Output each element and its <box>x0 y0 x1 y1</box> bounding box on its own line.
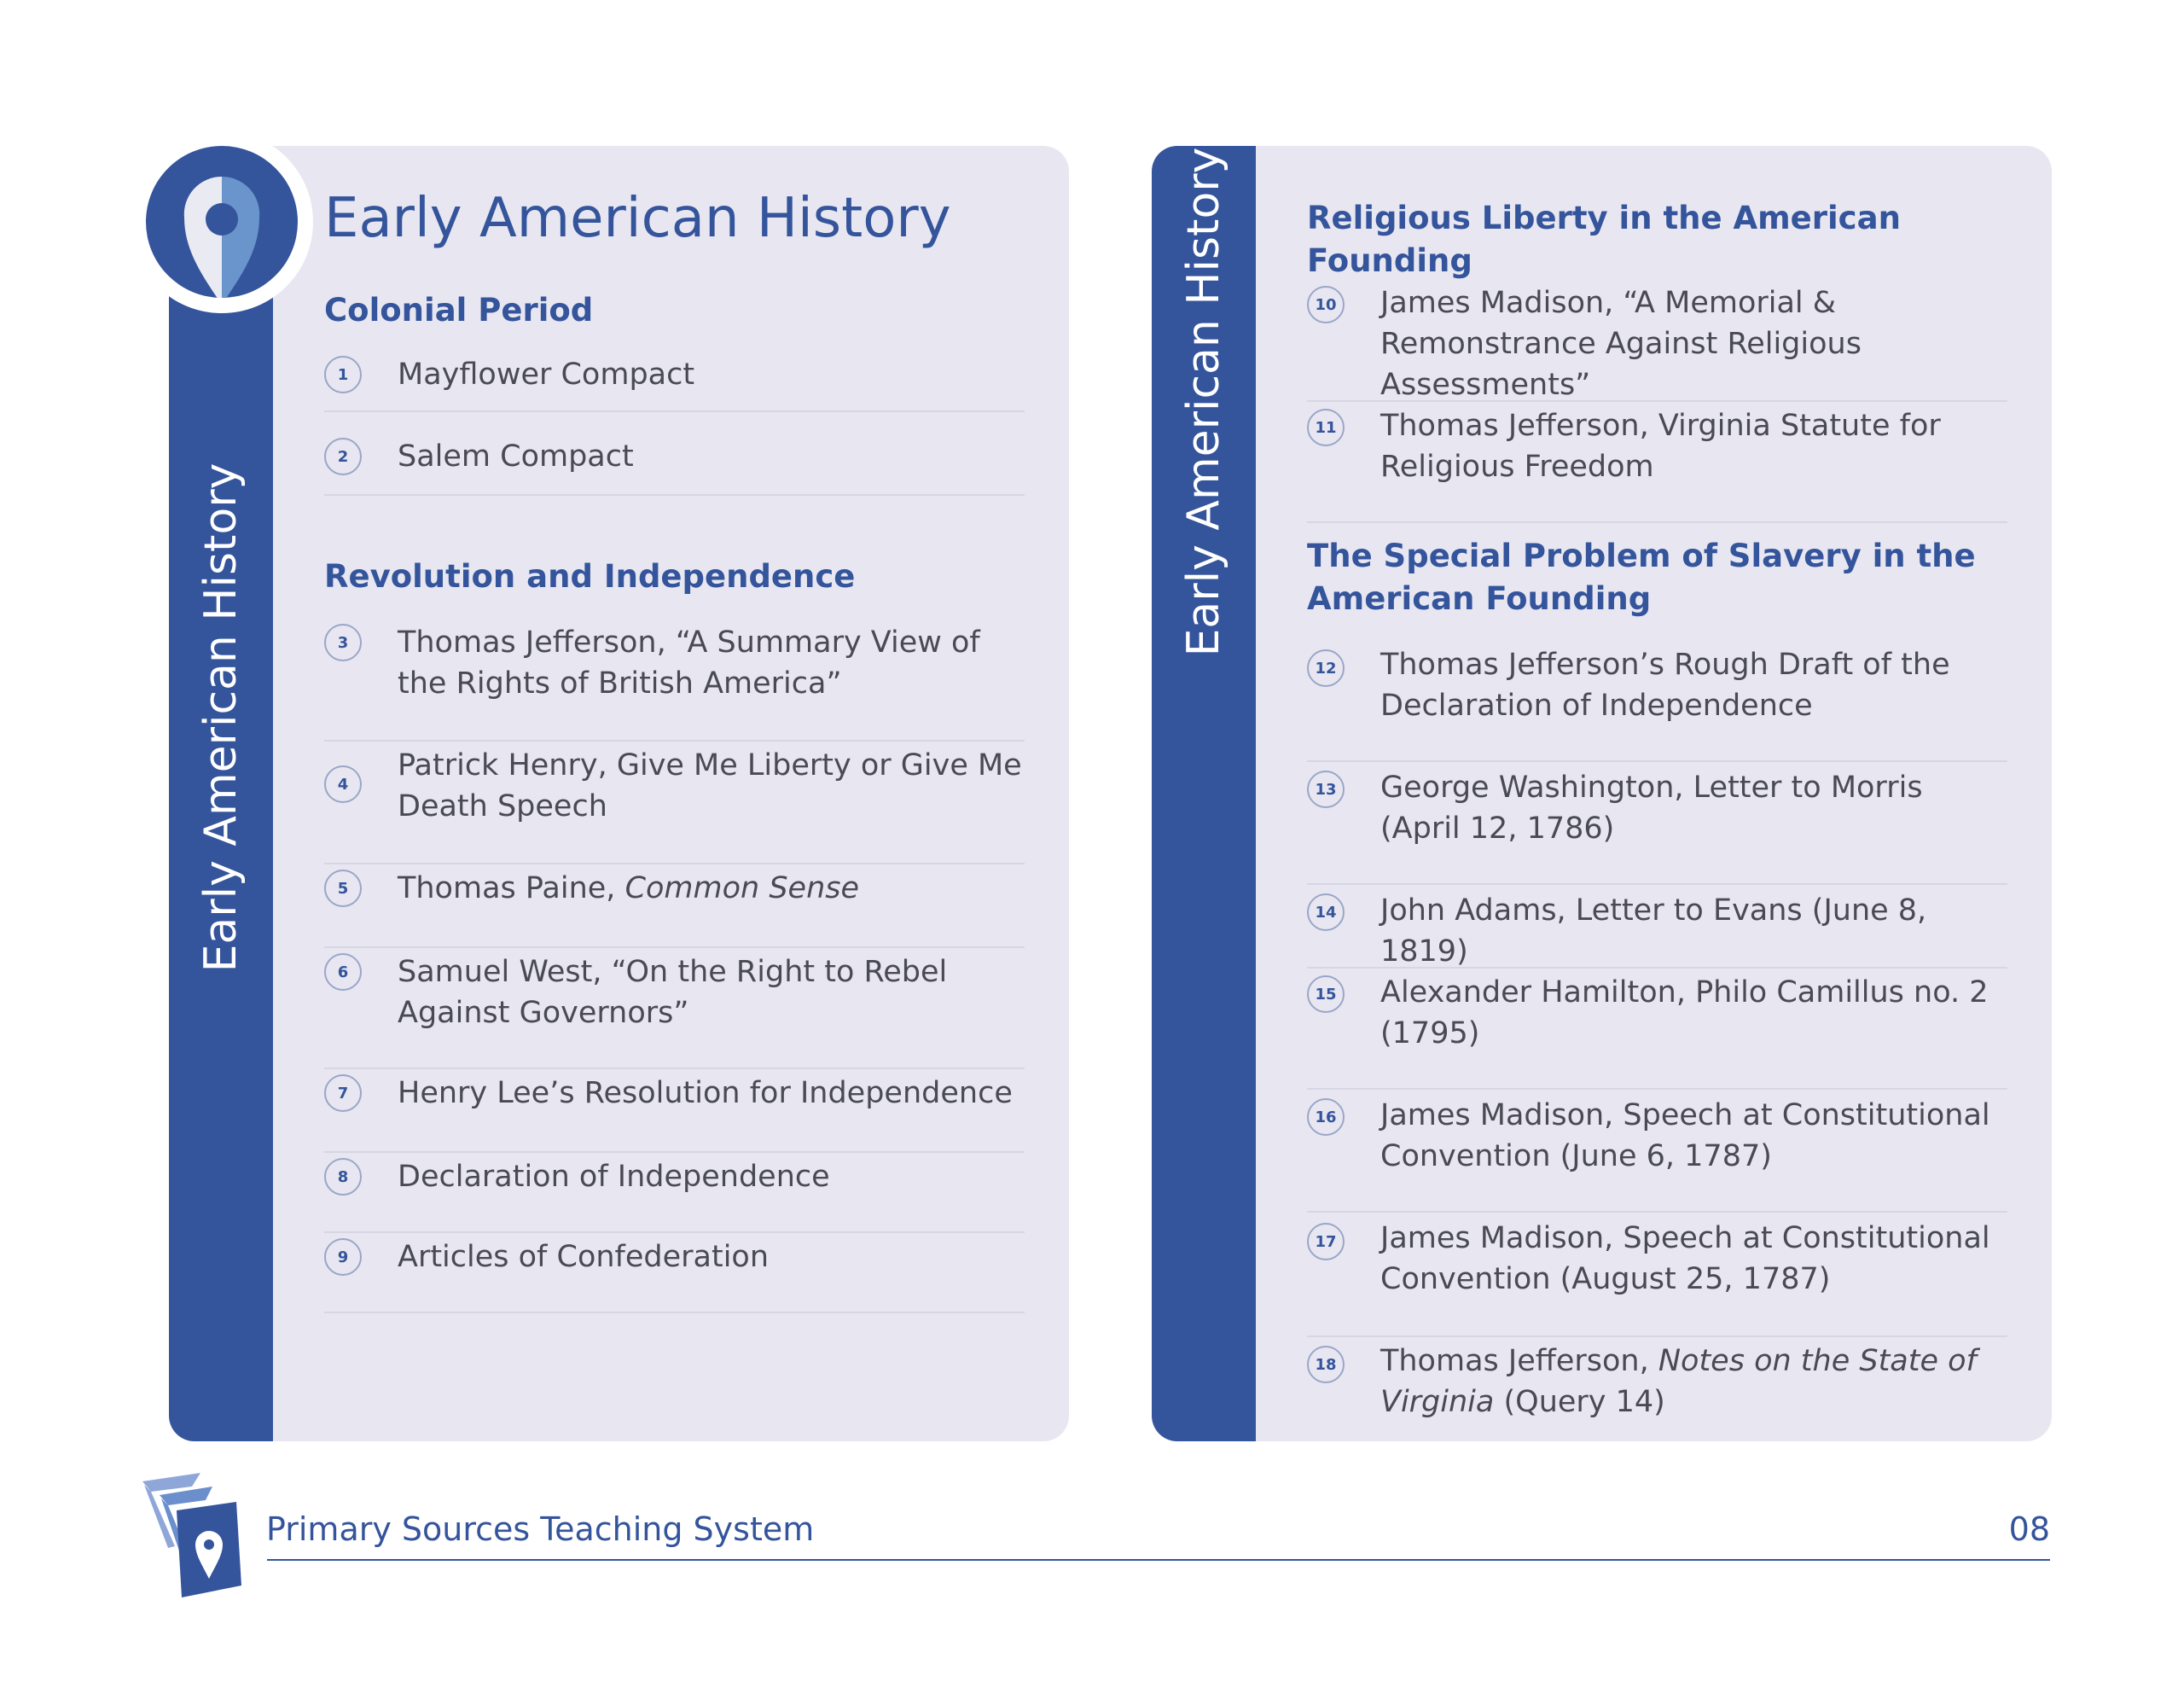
left-card <box>169 146 1069 1441</box>
item-text: James Madison, “A Memorial & Remonstrance Against Religious Assessments” <box>1380 286 1862 402</box>
list-item <box>1307 1095 2007 1213</box>
item-number-badge: 18 <box>1307 1346 1345 1383</box>
list-item <box>1307 1218 2007 1337</box>
list-item <box>324 951 1025 1069</box>
item-text: Thomas Jefferson, Virginia Statute for Religious Freedom <box>1380 409 1941 484</box>
item-number-badge: 13 <box>1307 771 1345 808</box>
left-side-strip <box>169 146 273 1441</box>
item-text: George Washington, Letter to Morris (April 12, 1786) <box>1380 771 1923 846</box>
item-text: Patrick Henry, Give Me Liberty or Give Me Death Speech <box>398 748 1022 823</box>
item-text-plain: Thomas Paine, <box>398 871 625 905</box>
item-number-badge: 16 <box>1307 1098 1345 1136</box>
list-item <box>1307 405 2007 523</box>
item-text: Mayflower Compact <box>398 358 695 392</box>
item-text: Declaration of Independence <box>398 1160 830 1194</box>
item-text: John Adams, Letter to Evans (June 8, 1819) <box>1380 893 1927 969</box>
left-strip-label: Early American History <box>195 463 247 973</box>
list-item <box>1307 1341 2007 1441</box>
item-text <box>1380 1341 2007 1423</box>
item-number-badge: 17 <box>1307 1223 1345 1260</box>
list-item <box>1307 890 2007 969</box>
item-text-italic: Notes on the State of Virginia <box>1380 1344 1977 1419</box>
list-item <box>1307 767 2007 885</box>
section-heading-slavery: The Special Problem of Slavery in the American Founding <box>1307 538 1976 617</box>
item-text-suffix: (Query 14) <box>1494 1385 1665 1419</box>
item-text: Thomas Jefferson’s Rough Draft of the Declaration of Independence <box>1380 648 1950 723</box>
list-item <box>324 436 1025 496</box>
item-number-badge: 14 <box>1307 893 1345 931</box>
item-number-badge: 7 <box>324 1074 362 1112</box>
item-number-badge: 6 <box>324 953 362 991</box>
right-card <box>1152 146 2052 1441</box>
list-item <box>1307 644 2007 762</box>
footer-divider <box>267 1559 2050 1561</box>
item-number-badge: 12 <box>1307 649 1345 687</box>
item-text: Samuel West, “On the Right to Rebel Against Governors” <box>398 955 948 1030</box>
page-number: 08 <box>2008 1510 2050 1548</box>
item-number-badge: 10 <box>1307 286 1345 323</box>
list-item <box>1307 972 2007 1090</box>
list-item <box>1307 282 2007 402</box>
item-number-badge: 4 <box>324 765 362 803</box>
map-pin-badge <box>146 146 298 298</box>
item-text: Articles of Confederation <box>398 1240 770 1274</box>
item-number-badge: 11 <box>1307 409 1345 446</box>
section-heading-religious-liberty: Religious Liberty in the American Founding <box>1307 200 1901 279</box>
list-item <box>324 354 1025 412</box>
list-item <box>324 868 1025 948</box>
page-title: Early American History <box>324 187 951 250</box>
list-item <box>324 622 1025 742</box>
item-number-badge: 2 <box>324 438 362 475</box>
list-item <box>324 1073 1025 1153</box>
right-strip-label: Early American History <box>1178 147 1229 657</box>
footer-system-name: Primary Sources Teaching System <box>266 1510 815 1548</box>
item-text: Alexander Hamilton, Philo Camillus no. 2 (1795) <box>1380 975 1989 1050</box>
right-side-strip <box>1152 146 1256 1441</box>
item-text: Salem Compact <box>398 439 634 474</box>
section-heading-colonial: Colonial Period <box>324 292 594 329</box>
item-number-badge: 9 <box>324 1238 362 1276</box>
book-pin-logo <box>141 1469 252 1602</box>
item-text <box>398 868 1025 909</box>
list-item <box>324 1156 1025 1233</box>
item-text: James Madison, Speech at Constitutional Convention (June 6, 1787) <box>1380 1098 1990 1173</box>
list-item <box>324 745 1025 864</box>
item-number-badge: 5 <box>324 870 362 907</box>
item-text: James Madison, Speech at Constitutional Convention (August 25, 1787) <box>1380 1221 1990 1296</box>
item-number-badge: 8 <box>324 1158 362 1196</box>
map-pin-icon <box>146 146 298 298</box>
section-heading-revolution: Revolution and Independence <box>324 558 856 595</box>
item-number-badge: 3 <box>324 624 362 661</box>
item-text-plain: Thomas Jefferson, <box>1380 1344 1658 1378</box>
item-text: Thomas Jefferson, “A Summary View of the Rights of British America” <box>398 625 980 701</box>
item-number-badge: 1 <box>324 356 362 393</box>
list-item <box>324 1236 1025 1313</box>
item-number-badge: 15 <box>1307 975 1345 1013</box>
item-text: Henry Lee’s Resolution for Independence <box>398 1076 1013 1110</box>
item-text-italic: Common Sense <box>624 871 860 905</box>
